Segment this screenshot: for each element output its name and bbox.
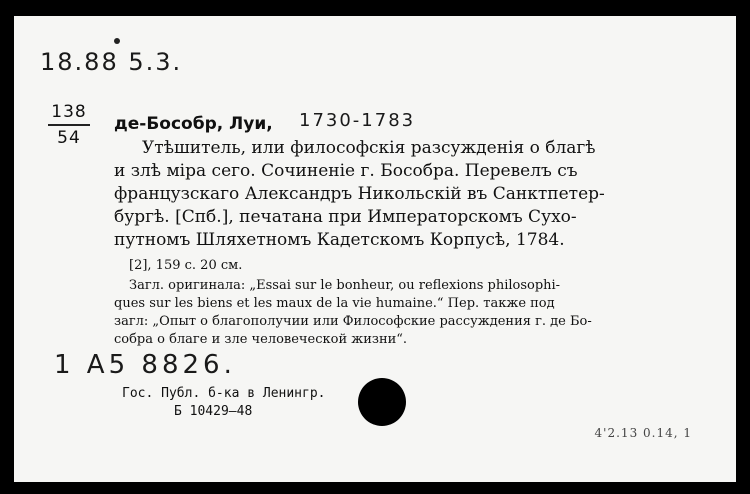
punch-hole [358,378,406,426]
note-line-1: Загл. оригинала: „Essai sur le bonheur, ou reflexions philosophi- [129,278,561,293]
top-number: 18.88 5.3. [40,48,183,76]
ink-dot [114,38,120,44]
note-line-3: загл: „Опыт о благополучии или Философские рассуждения г. де Бо- [114,314,592,329]
fraction-denominator: 54 [57,128,81,148]
title-line-4: бургѣ. [Спб.], печатана при Императорскомъ Сухо- [114,207,577,227]
title-line-1: Утѣшитель, или философскія разсужденія о благѣ [142,138,596,158]
title-line-5: путномъ Шляхетномъ Кадетскомъ Корпусѣ, 1784. [114,230,565,250]
title-line-2: и злѣ міра сего. Сочиненіе г. Бособра. Перевелъ съ [114,161,578,181]
fraction-mark [44,102,94,148]
catalog-card [14,16,736,482]
fraction-numerator: 138 [51,102,87,122]
note-line-2: ques sur les biens et les maux de la vie humaine.“ Пер. также под [114,296,555,311]
fraction-line [48,124,90,126]
author-dates: 1730-1783 [299,110,416,131]
note-line-4: собра о благе и зле человеческой жизни“. [114,332,408,347]
corner-code: 4'2.13 0.14, 1 [594,426,692,440]
library-name: Гос. Публ. б-ка в Ленингр. [122,386,326,401]
call-number: 1 А5 8826. [54,350,236,380]
title-line-3: французскаго Александръ Никольскій въ Санктпетер- [114,184,605,204]
library-code: Б 10429—48 [174,404,253,419]
author-name: де-Бособр, Луи, [114,114,273,134]
collation: [2], 159 с. 20 см. [129,258,243,273]
